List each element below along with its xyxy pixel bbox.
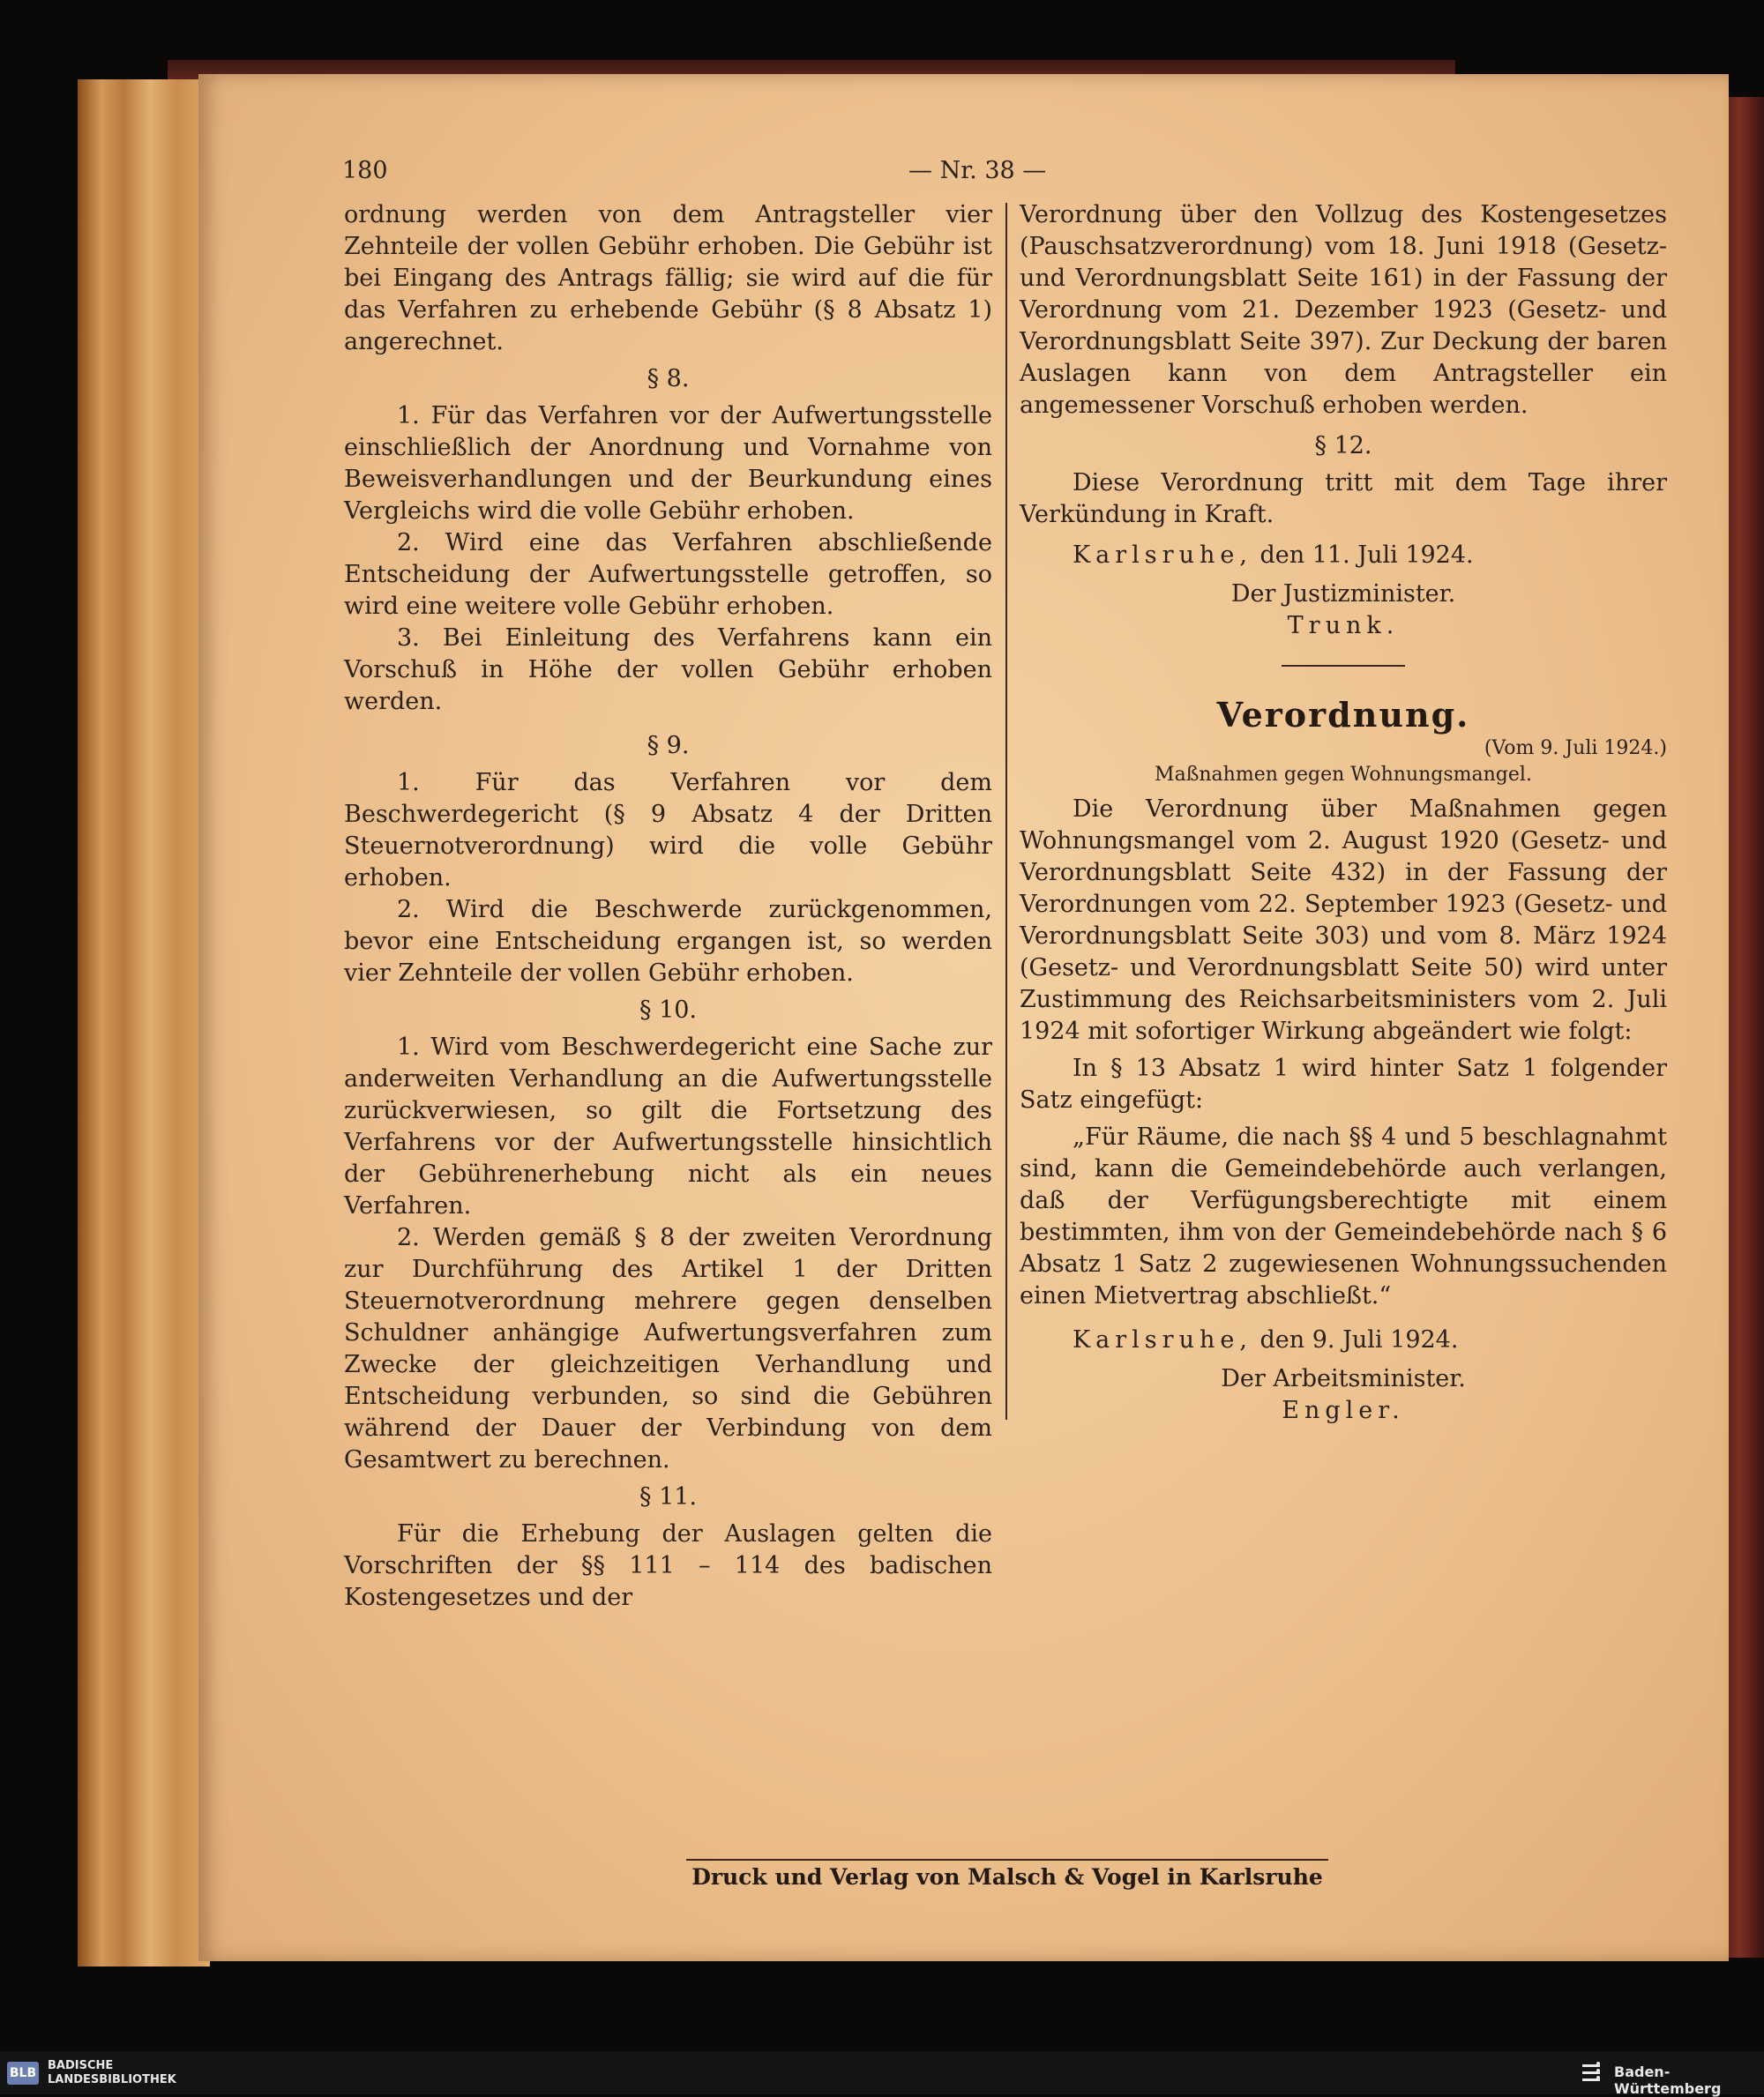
baden-wuerttemberg-lions-icon [1579,2059,1605,2087]
paragraph: Für die Erhebung der Auslagen gelten die Vorschriften der §§ 111 – 114 des badischen Kostengesetzes und der [344,1520,992,1611]
ordinance-title: Verordnung. [1216,695,1470,735]
paragraph: ordnung werden von dem Antragsteller vier Zehnteile der vollen Gebühr erhoben. Die Gebühr ist bei Eingang des Antrags fällig; sie wird auf die für das Verfahren zu erhebende Gebühr (§ 8 Absatz 1) angerechnet. [344,201,992,355]
left-column [344,199,992,1614]
paragraph: Verordnung über den Vollzug des Kostengesetzes (Pauschsatzverordnung) vom 18. Juni 1918 (Gesetz- und Verordnungsblatt Seite 161) in der Fassung der Verordnung vom 21. Dezember 1923 (Gesetz- und Verordnungsblatt Seite 397). Zur Deckung der baren Auslagen kann von dem Antragsteller ein angemessener Vorschuß erhoben werden. [1020,201,1667,419]
signatory-name: Engler. [1282,1397,1405,1424]
footer-rule [686,1859,1328,1861]
section-heading: § 12. [1314,432,1372,459]
paragraph: 2. Wird eine das Verfahren abschließende Entscheidung der Aufwertungsstelle getroffen, so wird eine weitere volle Gebühr erhoben. [344,529,992,620]
date-text: den 11. Juli 1924. [1252,541,1474,569]
signature-date [1020,1325,1667,1356]
quoted-paragraph: „Für Räume, die nach §§ 4 und 5 beschlagnahmt sind, kann die Gemeindebehörde auch verlangen, daß der Verfügungsberechtigte mit einem bestimmten, ihm von der Gemeindebehörde nach § 6 Absatz 1 Satz 2 zugewiesenen Wohnungssuchenden einen Mietvertrag abschließt.“ [1020,1123,1667,1310]
book-page-edges-left [78,79,210,1966]
ordinance-subject: Maßnahmen gegen Wohnungsmangel. [1155,764,1532,786]
signatory-title: Der Justizminister. [1230,580,1456,608]
issue-number: — Nr. 38 — [908,157,1047,184]
paragraph: Die Verordnung über Maßnahmen gegen Wohnungsmangel vom 2. August 1920 (Gesetz- und Verordnungsblatt Seite 432) in der Fassung der Verordnungen vom 22. September 1923 (Gesetz- und Verordnungsblatt Seite 303) und vom 8. März 1924 (Gesetz- und Verordnungsblatt Seite 50) wird unter Zustimmung des Reichsarbeitsministers vom 2. Juli 1924 mit sofortiger Wirkung abgeändert wie folgt: [1020,795,1667,1045]
printer-imprint: Druck und Verlag von Malsch & Vogel in Karlsruhe [691,1864,1323,1890]
ordinance-date: (Vom 9. Juli 1924.) [1484,737,1667,759]
paragraph: 1. Für das Verfahren vor der Aufwertungsstelle einschließlich der Anordnung und Vornahme von Beweisverhandlungen und der Beurkundung eines Vergleichs wird die volle Gebühr erhoben. [344,402,992,525]
column-divider [1005,203,1007,1420]
section-heading: § 10. [639,996,698,1024]
signatory-title: Der Arbeitsminister. [1221,1365,1466,1392]
paragraph: 2. Wird die Beschwerde zurückgenommen, bevor eine Entscheidung ergangen ist, so werden vier Zehnteile der vollen Gebühr erhoben. [344,896,992,987]
section-heading: § 8. [647,365,690,392]
paragraph: 1. Wird vom Beschwerdegericht eine Sache zur anderweiten Verhandlung an die Aufwertungsstelle zurückverwiesen, so gilt die Fortsetzung des Verfahrens vor der Aufwertungsstelle hinsichtlich der Gebührenerhebung nicht als ein neues Verfahren. [344,1034,992,1220]
state-label[interactable]: Baden-Württemberg [1614,2063,1722,2097]
paragraph: In § 13 Absatz 1 wird hinter Satz 1 folgender Satz eingefügt: [1020,1055,1667,1114]
signatory-name: Trunk. [1287,612,1400,639]
date-city: Karlsruhe, [1073,541,1252,569]
library-name-line2: LANDESBIBLIOTHEK [48,2073,176,2086]
signature-date [1020,540,1667,571]
section-heading: § 9. [647,732,690,759]
paragraph: 2. Werden gemäß § 8 der zweiten Verordnung zur Durchführung des Artikel 1 der Dritten Steuernotverordnung mehrere gegen denselben Schuldner anhängige Aufwertungsverfahren zum Zwecke der gleichzeitigen Verhandlung und Entscheidung verbunden, so sind die Gebühren während der Dauer der Verbindung von dem Gesamtwert zu berechnen. [344,1224,992,1474]
blb-logo[interactable]: BLB [7,2062,39,2085]
viewer-footer-bar [0,2051,1764,2097]
paragraph: 3. Bei Einleitung des Verfahrens kann ein Vorschuß in Höhe der vollen Gebühr erhoben werden. [344,624,992,715]
paragraph: Diese Verordnung tritt mit dem Tage ihrer Verkündung in Kraft. [1020,469,1667,528]
library-name [48,2059,176,2087]
separator-rule [1282,665,1405,667]
page-number: 180 [342,157,388,184]
section-heading: § 11. [639,1483,698,1511]
date-city: Karlsruhe, [1073,1326,1252,1354]
date-text: den 9. Juli 1924. [1252,1326,1459,1354]
library-name-line1: BADISCHE [48,2059,114,2072]
paragraph: 1. Für das Verfahren vor dem Beschwerdegericht (§ 9 Absatz 4 der Dritten Steuernotverordnung) wird die volle Gebühr erhoben. [344,769,992,892]
right-column [1020,199,1667,1427]
